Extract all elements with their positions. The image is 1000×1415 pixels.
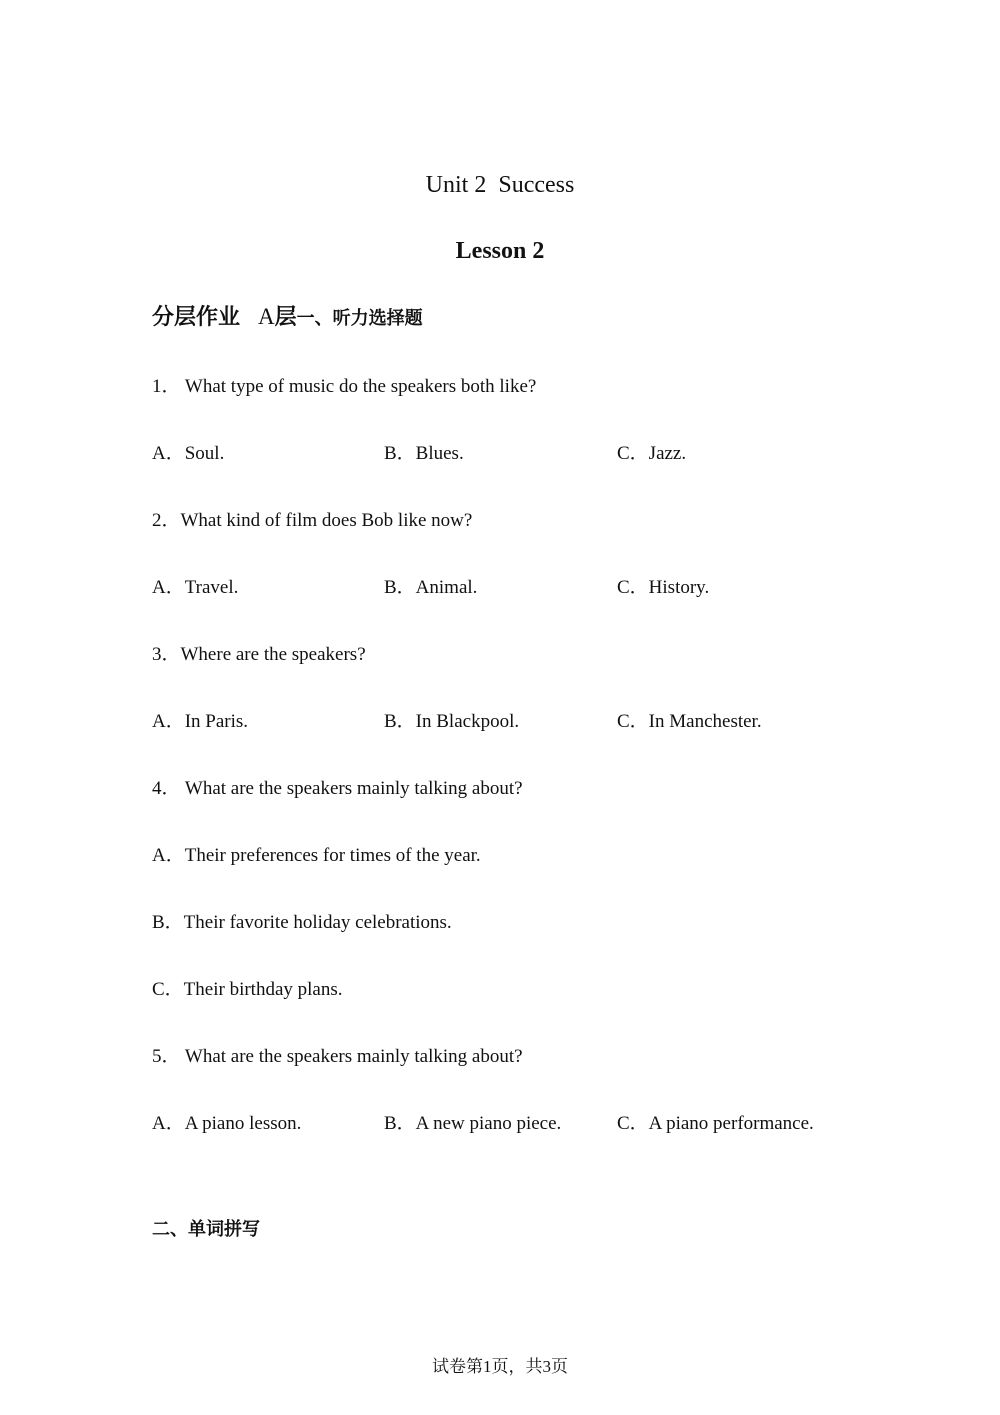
level-suffix: 层 <box>274 305 297 330</box>
option-c: C．Jazz. <box>617 443 687 464</box>
question-stem: 5． What are the speakers mainly talking about? <box>152 1046 523 1067</box>
section-a-heading <box>152 303 423 333</box>
option-c: C．History. <box>617 577 710 598</box>
question-stem: 1． What type of music do the speakers both like? <box>152 376 537 397</box>
option-c: C．A piano performance. <box>617 1113 814 1134</box>
option-b: B．Their favorite holiday celebrations. <box>152 912 452 933</box>
unit-name: Success <box>498 172 575 198</box>
option-a: A．Soul. <box>152 443 225 464</box>
option-c: C．In Manchester. <box>617 711 762 732</box>
listening-part-title: 一、听力选择题 <box>296 308 423 329</box>
option-b: B．Animal. <box>384 577 478 598</box>
option-c: C．Their birthday plans. <box>152 979 343 1000</box>
question-stem: 3．Where are the speakers? <box>152 644 366 665</box>
unit-number: Unit 2 <box>425 172 487 198</box>
question-stem: 2．What kind of film does Bob like now? <box>152 510 473 531</box>
word-spelling-heading: 二、单词拼写 <box>152 1219 260 1240</box>
option-b: B．A new piano piece. <box>384 1113 562 1134</box>
lesson-title: Lesson 2 <box>455 238 545 264</box>
question-stem: 4． What are the speakers mainly talking about? <box>152 778 523 799</box>
option-a: A．In Paris. <box>152 711 249 732</box>
layered-homework-label: 分层作业 <box>152 305 241 330</box>
level-mark: A <box>258 304 275 329</box>
unit-title <box>0 171 1000 199</box>
page-footer: 试卷第1页，共3页 <box>432 1357 568 1376</box>
option-a: A．Travel. <box>152 577 239 598</box>
option-b: B．In Blackpool. <box>384 711 520 732</box>
option-b: B．Blues. <box>384 443 464 464</box>
option-a: A．A piano lesson. <box>152 1113 302 1134</box>
option-a: A．Their preferences for times of the year. <box>152 845 481 866</box>
